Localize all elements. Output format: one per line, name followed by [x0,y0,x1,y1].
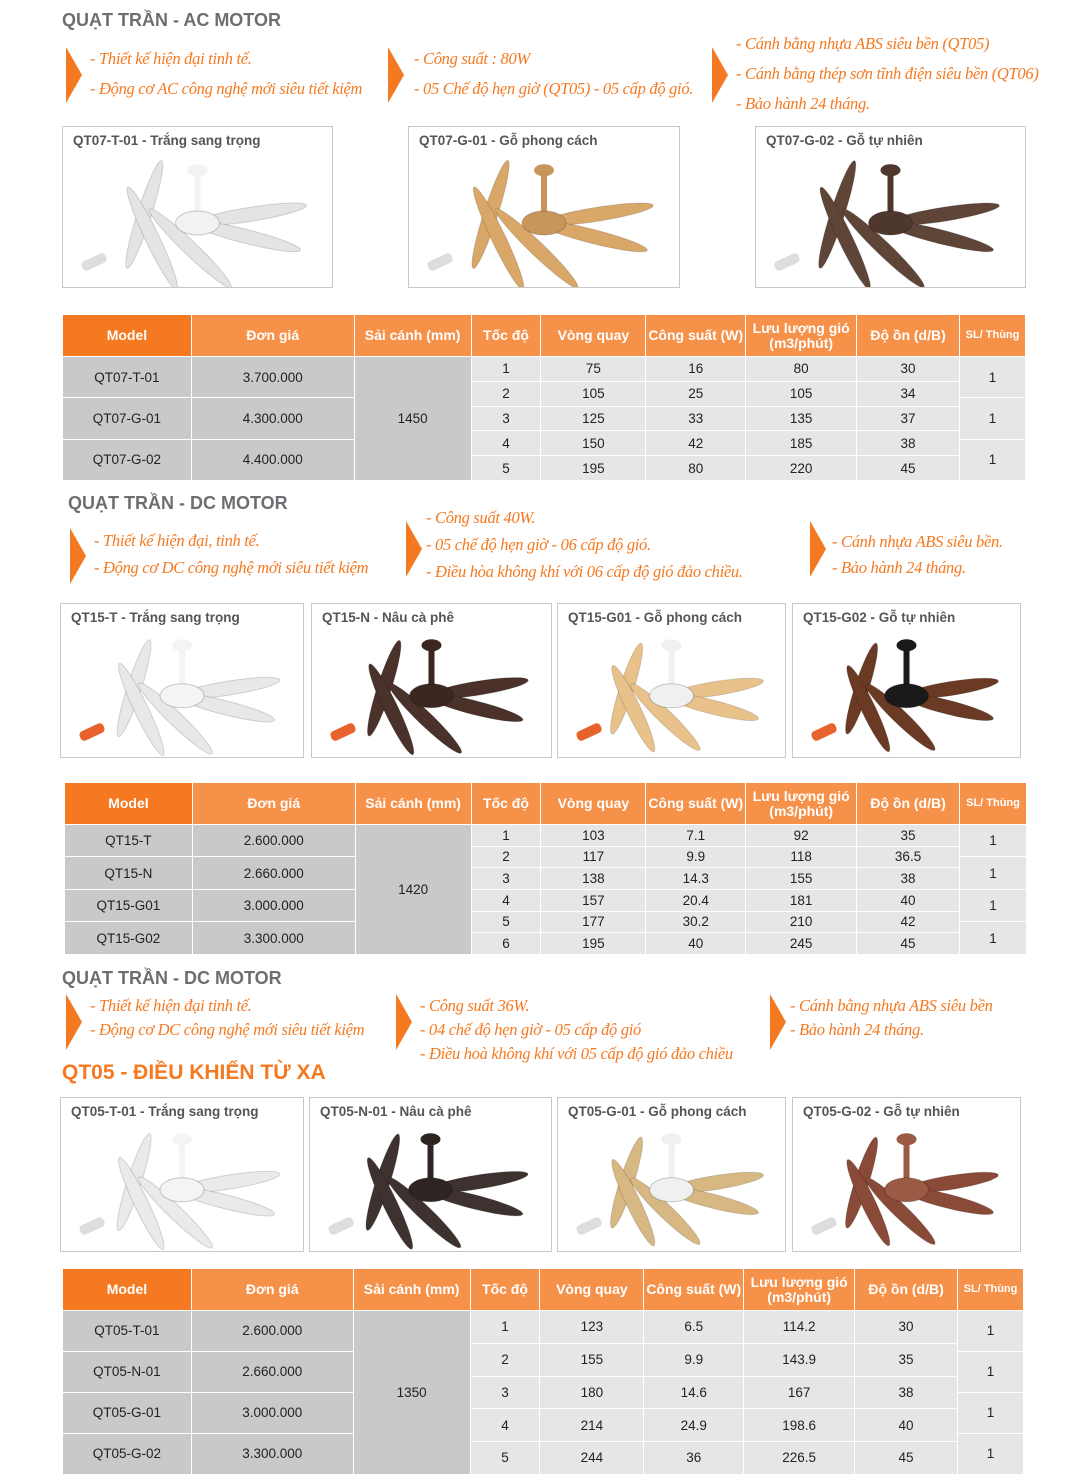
speed-cell: 3 [471,406,541,431]
noise-cell: 30 [855,1311,958,1344]
arrow-icon [70,528,86,584]
remote-icon [80,252,108,272]
speed-cell: 2 [471,846,541,868]
header-model: Model [63,1269,192,1311]
rpm-cell: 75 [541,357,646,382]
speed-cell: 1 [471,825,541,847]
ceiling-fan-icon [63,127,332,287]
header-model: Model [65,783,193,825]
model-cell: QT07-T-01 [63,357,192,398]
model-cell: QT15-N [65,857,193,889]
speed-cell: 4 [471,889,541,911]
feature-line: - Bảo hành 24 tháng. [790,1020,924,1039]
product-label: QT07-G-02 - Gỗ tự nhiên [766,133,923,148]
noise-cell: 35 [855,1343,958,1376]
arrow-icon [388,47,404,103]
product-card[interactable] [408,126,680,288]
ceiling-fan-icon [310,1098,551,1251]
product-label: QT05-N-01 - Nâu cà phê [320,1104,472,1119]
rpm-cell: 103 [541,825,646,847]
remote-icon [78,722,106,742]
span-cell: 1350 [353,1311,470,1475]
product-label: QT15-G02 - Gỗ tự nhiên [803,610,956,625]
spec-table [64,782,1027,955]
product-card[interactable] [311,603,552,758]
price-cell: 4.400.000 [191,439,354,480]
noise-cell: 36.5 [857,846,960,868]
spec-table [62,314,1026,481]
speed-cell: 3 [471,868,541,890]
qty-cell: 1 [960,889,1027,921]
product-card[interactable] [62,126,333,288]
span-cell: 1420 [355,825,471,955]
speed-cell: 2 [470,1343,540,1376]
remote-icon [810,1216,838,1236]
airflow-cell: 185 [746,431,857,456]
table-row [65,825,1027,836]
airflow-cell: 226.5 [744,1442,855,1475]
rpm-cell: 155 [540,1343,644,1376]
product-label: QT15-T - Trắng sang trọng [71,610,240,625]
power-cell: 25 [646,381,746,406]
header-airflow: Lưu lượng gió (m3/phút) [744,1269,855,1311]
speed-cell: 1 [471,357,541,382]
header-airflow: Lưu lượng gió (m3/phút) [746,315,857,357]
feature-line: - Cánh nhựa ABS siêu bền. [832,532,1003,551]
qty-cell: 1 [960,825,1027,857]
feature-line: - Thiết kế hiện đại, tinh tế. [94,531,260,550]
power-cell: 33 [646,406,746,431]
power-cell: 6.5 [644,1311,744,1344]
feature-line: - 05 Chế độ hẹn giờ (QT05) - 05 cấp độ gió. [414,79,694,98]
ceiling-fan-icon [61,604,303,757]
spec-table [62,1268,1024,1475]
arrow-icon [66,47,82,103]
price-cell: 4.300.000 [191,398,354,439]
header-noise: Độ ồn (d/B) [857,315,960,357]
speed-cell: 5 [471,456,541,481]
airflow-cell: 135 [746,406,857,431]
feature-line: - Cánh bằng thép sơn tĩnh điện siêu bền (QT06) [736,64,1039,83]
power-cell: 7.1 [646,825,746,847]
qty-cell: 1 [960,922,1027,954]
speed-cell: 6 [471,933,541,955]
noise-cell: 40 [857,889,960,911]
arrow-icon [712,47,728,103]
noise-cell: 45 [855,1442,958,1475]
model-cell: QT05-G-01 [63,1392,192,1433]
table-row [65,889,1027,900]
feature-line: - Cánh bằng nhựa ABS siêu bền (QT05) [736,34,990,53]
rpm-cell: 105 [541,381,646,406]
noise-cell: 35 [857,825,960,847]
noise-cell: 42 [857,911,960,933]
header-airflow: Lưu lượng gió (m3/phút) [746,783,857,825]
speed-cell: 1 [470,1311,540,1344]
arrow-icon [66,994,82,1050]
airflow-cell: 143.9 [744,1343,855,1376]
section-title: QUẠT TRẦN - AC MOTOR [62,10,281,30]
arrow-icon [406,521,422,577]
speed-cell: 5 [471,911,541,933]
speed-cell: 2 [471,381,541,406]
speed-cell: 3 [470,1376,540,1409]
header-noise: Độ ồn (d/B) [857,783,960,825]
ceiling-fan-icon [793,1098,1020,1251]
header-rpm: Vòng quay [541,783,646,825]
qty-cell: 1 [960,357,1026,398]
arrow-icon [770,994,786,1050]
airflow-cell: 245 [746,933,857,955]
model-cell: QT05-T-01 [63,1311,192,1352]
feature-line: - Thiết kế hiện đại tinh tế. [90,49,252,68]
product-card[interactable] [309,1097,552,1252]
airflow-cell: 92 [746,825,857,847]
product-card[interactable] [755,126,1026,288]
noise-cell: 45 [857,456,960,481]
remote-icon [575,722,603,742]
price-cell: 3.300.000 [191,1433,353,1474]
feature-line: - 05 chế độ hẹn giờ - 06 cấp độ gió. [426,535,651,554]
header-span: Sải cánh (mm) [354,315,471,357]
rpm-cell: 150 [541,431,646,456]
power-cell: 9.9 [644,1343,744,1376]
remote-icon [810,722,838,742]
airflow-cell: 181 [746,889,857,911]
rpm-cell: 177 [541,911,646,933]
product-card[interactable] [60,603,304,758]
header-qty: SL/ Thùng [960,315,1026,357]
remote-icon [327,1216,355,1236]
rpm-cell: 195 [541,456,646,481]
feature-line: - Bảo hành 24 tháng. [832,558,966,577]
feature-line: - Cánh bằng nhựa ABS siêu bền [790,996,993,1015]
power-cell: 42 [646,431,746,456]
qty-cell: 1 [958,1433,1024,1474]
model-cell: QT05-N-01 [63,1351,192,1392]
power-cell: 9.9 [646,846,746,868]
rpm-cell: 180 [540,1376,644,1409]
airflow-cell: 210 [746,911,857,933]
header-rpm: Vòng quay [540,1269,644,1311]
price-cell: 2.660.000 [192,857,355,889]
price-cell: 3.000.000 [192,889,355,921]
model-cell: QT15-G02 [65,922,193,954]
power-cell: 80 [646,456,746,481]
qty-cell: 1 [960,439,1026,480]
noise-cell: 38 [857,431,960,456]
power-cell: 24.9 [644,1409,744,1442]
product-label: QT15-G01 - Gỗ phong cách [568,610,743,625]
header-price: Đơn giá [191,1269,353,1311]
ceiling-fan-icon [558,1098,785,1251]
remote-icon [329,722,357,742]
header-speed: Tốc độ [471,783,541,825]
feature-line: - Điều hoà không khí với 05 cấp độ gió đảo chiều [420,1044,733,1063]
remote-icon [78,1216,106,1236]
header-rpm: Vòng quay [541,315,646,357]
rpm-cell: 244 [540,1442,644,1475]
table-row [63,1311,1024,1319]
span-cell: 1450 [354,357,471,481]
rpm-cell: 125 [541,406,646,431]
airflow-cell: 155 [746,868,857,890]
power-cell: 16 [646,357,746,382]
price-cell: 3.300.000 [192,922,355,954]
header-span: Sải cánh (mm) [355,783,471,825]
model-cell: QT05-G-02 [63,1433,192,1474]
noise-cell: 40 [855,1409,958,1442]
product-card[interactable] [557,603,786,758]
ceiling-fan-icon [793,604,1020,757]
price-cell: 2.660.000 [191,1351,353,1392]
speed-cell: 4 [470,1409,540,1442]
airflow-cell: 105 [746,381,857,406]
header-span: Sải cánh (mm) [353,1269,470,1311]
section-title: QUẠT TRẦN - DC MOTOR [68,493,288,513]
header-qty: SL/ Thùng [958,1269,1024,1311]
airflow-cell: 167 [744,1376,855,1409]
noise-cell: 38 [857,868,960,890]
ceiling-fan-icon [409,127,679,287]
feature-line: - Động cơ DC công nghệ mới siêu tiết kiệm [94,558,369,577]
airflow-cell: 80 [746,357,857,382]
noise-cell: 37 [857,406,960,431]
price-cell: 3.700.000 [191,357,354,398]
ceiling-fan-icon [61,1098,303,1251]
price-cell: 3.000.000 [191,1392,353,1433]
feature-line: - Bảo hành 24 tháng. [736,94,870,113]
feature-line: - Động cơ DC công nghệ mới siêu tiết kiệm [90,1020,365,1039]
ceiling-fan-icon [756,127,1025,287]
product-card[interactable] [60,1097,304,1252]
product-card[interactable] [792,1097,1021,1252]
ceiling-fan-icon [312,604,551,757]
rpm-cell: 123 [540,1311,644,1344]
arrow-icon [396,994,412,1050]
feature-line: - Công suất 36W. [420,996,530,1015]
product-label: QT05-G-02 - Gỗ tự nhiên [803,1104,960,1119]
header-power: Công suất (W) [646,315,746,357]
airflow-cell: 118 [746,846,857,868]
airflow-cell: 114.2 [744,1311,855,1344]
model-cell: QT15-T [65,825,193,857]
remote-icon [426,252,454,272]
speed-cell: 5 [470,1442,540,1475]
product-card[interactable] [557,1097,786,1252]
feature-line: - Thiết kế hiện đại tinh tế. [90,996,252,1015]
product-label: QT05-T-01 - Trắng sang trọng [71,1104,259,1119]
header-qty: SL/ Thùng [960,783,1027,825]
rpm-cell: 157 [541,889,646,911]
model-cell: QT15-G01 [65,889,193,921]
feature-line: - Điều hòa không khí với 06 cấp độ gió đảo chiều. [426,562,743,581]
remote-icon [575,1216,603,1236]
header-noise: Độ ồn (d/B) [855,1269,958,1311]
qty-cell: 1 [960,857,1027,889]
qty-cell: 1 [960,398,1026,439]
header-price: Đơn giá [192,783,355,825]
qty-cell: 1 [958,1311,1024,1352]
noise-cell: 30 [857,357,960,382]
model-cell: QT07-G-02 [63,439,192,480]
feature-line: - Công suất : 80W [414,49,530,68]
speed-cell: 4 [471,431,541,456]
arrow-icon [810,521,826,577]
feature-line: - 04 chế độ hẹn giờ - 05 cấp độ gió [420,1020,642,1039]
rpm-cell: 138 [541,868,646,890]
noise-cell: 34 [857,381,960,406]
header-power: Công suất (W) [644,1269,744,1311]
qty-cell: 1 [958,1392,1024,1433]
product-label: QT07-T-01 - Trắng sang trọng [73,133,261,148]
feature-line: - Công suất 40W. [426,508,536,527]
header-model: Model [63,315,192,357]
table-row [63,357,1026,365]
subtitle: QT05 - ĐIỀU KHIỂN TỪ XA [62,1061,326,1084]
feature-line: - Động cơ AC công nghệ mới siêu tiết kiệm [90,79,363,98]
power-cell: 40 [646,933,746,955]
section-title: QUẠT TRẦN - DC MOTOR [62,968,282,988]
noise-cell: 45 [857,933,960,955]
noise-cell: 38 [855,1376,958,1409]
qty-cell: 1 [958,1351,1024,1392]
product-label: QT07-G-01 - Gỗ phong cách [419,133,598,148]
power-cell: 20.4 [646,889,746,911]
ceiling-fan-icon [558,604,785,757]
header-speed: Tốc độ [470,1269,540,1311]
header-speed: Tốc độ [471,315,541,357]
rpm-cell: 195 [541,933,646,955]
power-cell: 14.6 [644,1376,744,1409]
model-cell: QT07-G-01 [63,398,192,439]
airflow-cell: 198.6 [744,1409,855,1442]
price-cell: 2.600.000 [191,1311,353,1352]
power-cell: 30.2 [646,911,746,933]
power-cell: 36 [644,1442,744,1475]
header-price: Đơn giá [191,315,354,357]
header-power: Công suất (W) [646,783,746,825]
product-label: QT15-N - Nâu cà phê [322,610,455,625]
power-cell: 14.3 [646,868,746,890]
remote-icon [773,252,801,272]
rpm-cell: 214 [540,1409,644,1442]
product-label: QT05-G-01 - Gỗ phong cách [568,1104,747,1119]
airflow-cell: 220 [746,456,857,481]
product-card[interactable] [792,603,1021,758]
rpm-cell: 117 [541,846,646,868]
price-cell: 2.600.000 [192,825,355,857]
